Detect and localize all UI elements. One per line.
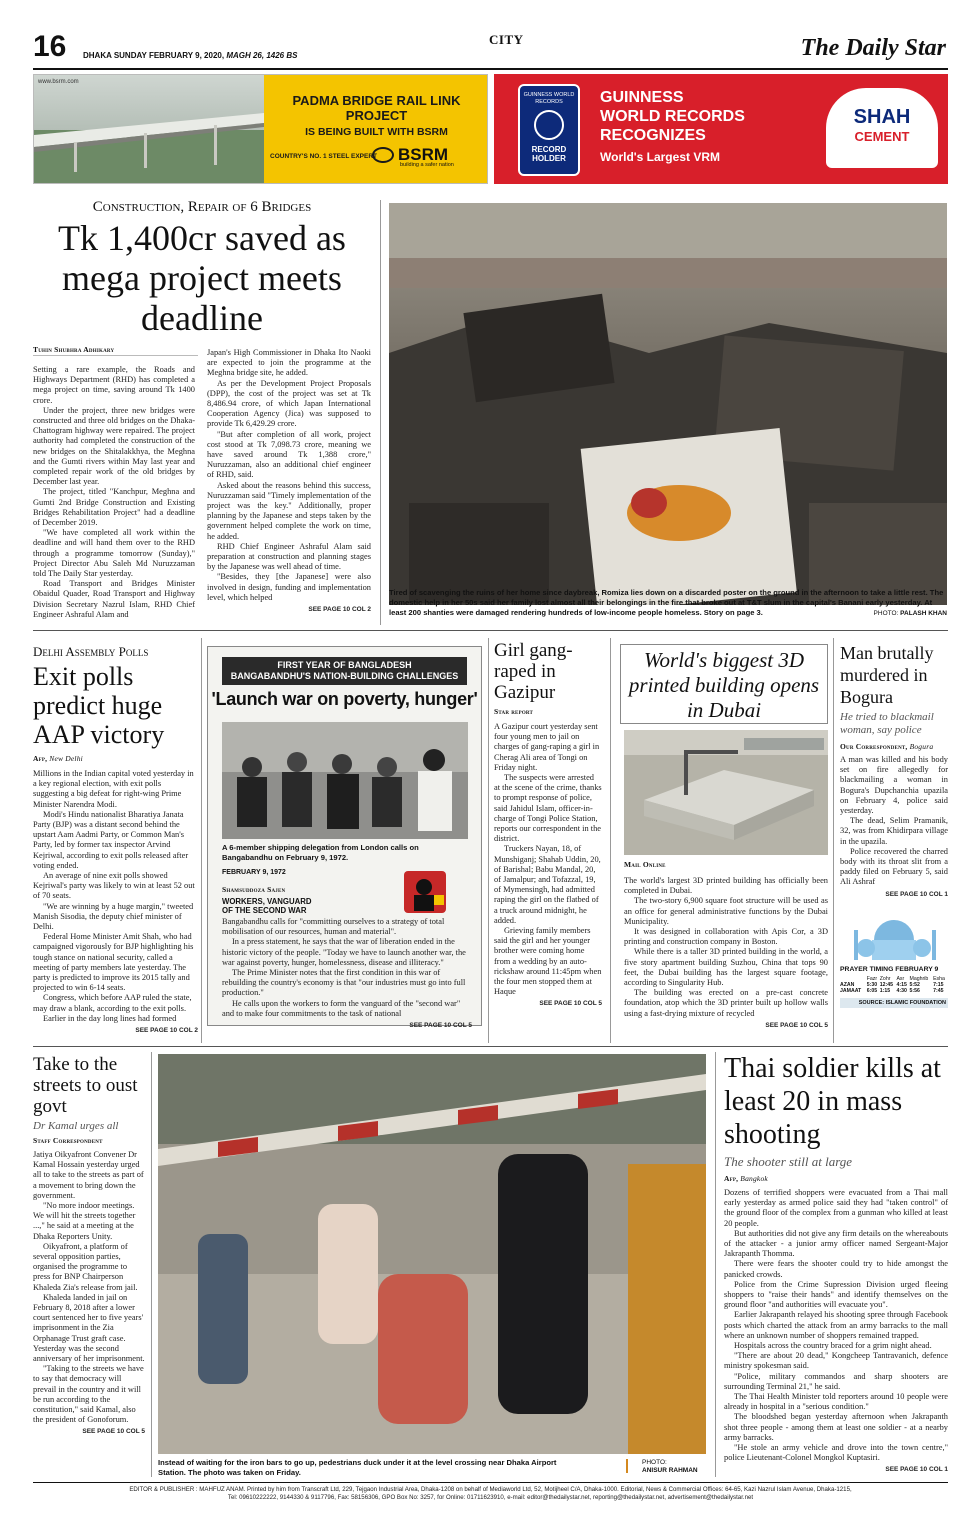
bangabandhu-body: Bangabandhu calls for "committing ourselves to a strategy of total mobilisation of our resources, human and material". In a press statement, he says that the war of liberation ended in the historic victory of the people. "Today we have to launch another war, the war against poverty, hunger, homelessness, disease and illiteracy." The Prime Minister notes that the first condition in this war of rebuilding the country's economy is that "our industries must go into full production." He calls upon the workers to form the vanguard of the "second war" and to make four commitments to the task of national SEE PAGE 10 COL 5 [222,917,472,1031]
vrule-2 [201,638,202,1043]
kamal-byline: Staff Correspondent [33,1136,103,1145]
badge-bottom: RECORD HOLDER [531,145,567,163]
globe-icon [534,110,564,140]
crossing-photo-image [158,1054,706,1454]
header-rule [33,68,948,70]
bangabandhu-date: FEBRUARY 9, 1972 [222,869,286,876]
thai-story [724,1052,948,1477]
gazipur-byline: Star report [494,707,534,716]
bsrm-site: www.bsrm.com [38,79,79,85]
bogura-story [840,642,948,912]
kamal-story [33,1054,145,1474]
dubai-photo [624,730,828,855]
bangabandhu-see-page[interactable]: SEE PAGE 10 COL 5 [409,1022,472,1030]
banner: FIRST YEAR OF BANGLADESH BANGABANDHU'S NATION-BUILDING CHALLENGES [222,657,467,685]
bangabandhu-byline: Shamsuddoza Sajen [222,885,286,894]
crossing-credit-bar [626,1459,628,1473]
bsrm-subline: IS BEING BUILT WITH BSRM [305,126,448,138]
guinness-badge [518,84,580,176]
bsrm-brand: BSRM [398,145,449,164]
prayer-jamaat-row: JAMAAT 6:05 1:15 4:30 5:56 7:45 [840,988,944,994]
kamal-see-page[interactable]: SEE PAGE 10 COL 5 [82,1428,145,1436]
bsrm-panel [264,75,488,184]
kamal-body: Jatiya Oikyafront Convener Dr Kamal Hossain yesterday urged all to take to the streets as part of a movement to bring down the government. "No more indoor meetings. We will hit the streets together ...," he said at a meeting at the Dhaka Reporters Unity. Oikyafront, a platform of several opposition parties, organised the programme to press for BNP Chairperson Khaleda Zia's release from jail. Khaleda landed in jail on February 8, 2018 after a lower court sentenced her to five years' imprisonment in the Zia Orphanage Trust graft case. Yesterday was the second anniversary of her imprisonment. "Taking to the streets we have to say that democracy will prevail in the country and it will be run according to the constitution," said Kamal, also the president of Gonoforum. SEE PAGE 10 COL 5 [33,1150,145,1438]
kamal-subhead: Dr Kamal urges all [33,1120,119,1132]
footer: EDITOR & PUBLISHER : MAHFUZ ANAM. Printed by him from Transcraft Ltd, 229, Tejgaon Industrial Area, Dhaka-1208 on behalf of Mediaworld Ltd, 52, Motijheel C/A, Dhaka-1000. Editorial, News & Commercial Offices: 64-65, Kazi Nazrul Islam Avenue, Dhaka-1215, Tel: 09610222222, 9144330 & 9117796, Fax: 58156306, GPO Box No: 3257, for Online: 01711623910, e-mail: editor@thedailystar.net, reporting@thedailystar.net, advertisement@thedailystar.net [129,1486,852,1501]
prayer-source: SOURCE: ISLAMIC FOUNDATION [840,998,948,1008]
shah-logo [826,88,938,168]
mosque-icon [850,910,958,960]
prayer-azan-row: AZAN 5:30 12:45 4:15 5:52 7:15 [840,982,944,988]
prayer-table [840,976,948,994]
vrule-6 [151,1052,152,1477]
prayer-header-row: Fazr Zohr Asr Maghrib Esha [866,976,945,982]
delhi-kicker: Delhi Assembly Polls [33,644,149,659]
gazipur-see-page[interactable]: SEE PAGE 10 COL 5 [539,1000,602,1008]
page-number: 16 [33,30,67,63]
cement-brand: CEMENT [854,129,910,144]
gazipur-story [494,640,602,1070]
bridge-picture [34,75,264,184]
delegation-photo-image [222,722,468,839]
thai-see-page[interactable]: SEE PAGE 10 COL 1 [885,1466,948,1474]
page-header [33,30,948,70]
bangabandhu-subhead: WORKERS, VANGUARD OF THE SECOND WAR [222,897,312,915]
bsrm-tagline: COUNTRY'S NO. 1 STEEL EXPERT [270,153,378,160]
bsrm-headline: PADMA BRIDGE RAIL LINK PROJECT [292,93,461,123]
crossing-photo-credit: PHOTO: ANISUR RAHMAN [642,1459,698,1474]
lead-kicker: Construction, Repair of 6 Bridges [92,199,312,215]
dubai-body: The world's largest 3D printed building has officially been completed in Dubai. The two-story 6,900 square foot structure will be used as an office for general administrative functions by the Dubai Municipality. It was designed in collaboration with Apis Cor, a 3D printing and construction company in Boston. While there is a taller 3D printed building in the world, a five story apartment building Suzhou, China that tops 90 feet, the Dubai building has the largest square footage, according to Singularity Hub. The building was erected on a pre-cast concrete foundation, atop which the 3D printer built up hollow walls using a fast-drying mixture of recycled SEE PAGE 10 COL 5 [624,876,828,1031]
fire-caption: Tired of scavenging the ruins of her home since daybreak, Romiza lies down on a discarded poster on the ground in the afternoon to take a little rest. The domestic help in her 50s said her family lost almost all their belongings in the fire that broke out at T&T slum in the capital's Banani early yesterday. At least 200 shanties were damaged rendering hundreds of low-income people homeless. Story on page 3. PHOTO: PALASH KHAN [389,588,947,617]
thai-byline: Afp, Bangkok [724,1174,768,1183]
prayer-title: PRAYER TIMING FEBRUARY 9 [840,966,939,973]
fire-photo-credit: PHOTO: PALASH KHAN [873,610,947,617]
shah-brand: SHAH [853,106,911,128]
crossing-caption: Instead of waiting for the iron bars to go up, pedestrians duck under it at the level crossing near Dhaka Airport Station. The photo was taken on Friday. [158,1458,557,1477]
dubai-byline: Mail Online [624,860,666,869]
kamal-headline: Take to the streets to oust govt [33,1054,138,1117]
delhi-body: Millions in the Indian capital voted yesterday in a key regional election, with exit polls suggesting a big defeat for right-wing Prime Minister Narendra Modi. Modi's Hindu nationalist Bharatiya Janata Party (BJP) was a distant second behind the upstart Aam Aadmi Party, or Common Man's Party, led by former tax inspector Arvind Kejriwal, according to exit polls released after voting ended. An average of nine exit polls showed Kejriwal's party was likely to win at least 52 out of 70 seats. "We are winning by a huge margin," tweeted Manish Sisodia, the deputy chief minister of Delhi. Federal Home Minister Amit Shah, who had campaigned vigorously for BJP highlighting his tough stance on national security, called a meeting of party members late yesterday. The party is predicted to improve its 2015 tally and projected to win 6-14 seats. Congress, which before AAP ruled the state, may draw a blank, according to the exit polls. Earlier in the day long lines had formed SEE PAGE 10 COL 2 [33,769,198,1036]
crossing-photo [158,1054,706,1454]
dubai-photo-image [624,730,828,855]
vrule-4 [610,638,611,1043]
dubai-headline-box [620,644,828,724]
bogura-see-page[interactable]: SEE PAGE 10 COL 1 [885,890,948,898]
lead-col1: Setting a rare example, the Roads and Highways Department (RHD) has completed a mega project on time, saving around Tk 1400 crore. Under the project, three new bridges were constructed and three old bridges on the Dhaka-Chattogram highway were repaired. The project authority had completed the construction of the new bridges on the Shitalakkhya, the Meghna and the Gumti rivers within May last year and completed repair work of the old bridges by December last year. The project, titled "Kanchpur, Meghna and Gumti 2nd Bridge Construction and Existing Bridges Rehabilitation Project" had a deadline of December 2019. "We have completed all work within the deadline and will hand them over to the RHD through a programme tomorrow (Sunday)," Project Director Abu Saleh Md Nuruzzaman told The Daily Star yesterday. Road Transport and Bridges Minister Obaidul Quader, Road Transport and Highway Division Secretary Nazrul Islam, RHD Chief Engineer Ashraful Alam and [33,365,195,619]
masthead: The Daily Star [800,35,946,61]
footer-rule [33,1482,948,1483]
lead-byline: Tuhin Shubhra Adhikary [33,345,198,356]
divider-row2 [33,1046,948,1047]
gazipur-body: A Gazipur court yesterday sent four young men to jail on charges of gang-raping a girl in Cherag Ali area of Tongi on Friday night. The suspects were arrested at the scene of the crime, thanks to prompt response of police, said Jahidul Islam, officer-in-charge of Tongi Police Station, reports our correspondent in the district. Truckers Nayan, 18, of Munshiganj; Shahab Uddin, 20, of Barishal; Babu Mandal, 20, of Jamalpur; and Tofazzal, 19, of Mymensingh, had admitted raping the girl on the flatbed of a truck around midnight, he added. Grieving family members said the girl and her younger brother were coming home from a wedding by an auto-rickshaw around 11:45pm when the four men stopped them at Haque SEE PAGE 10 COL 5 [494,722,602,1010]
thai-body: Dozens of terrified shoppers were evacuated from a Thai mall early yesterday as armed police said they had "taken control" of the ground floor of the complex from a gunman who killed at least 20 people. But authorities did not give any firm details on the whereabouts of the attacker - a junior army officer named Sergeant-Major Jakrapanth Thomma. There were fears the shooter could try to hide amongst the panicked crowds. Police from the Crime Supression Division urged fleeing shoppers to "raise their hands" and identify themselves on the ground floor "and authorities will evacuate you". Earlier Jakrapanth relayed his shooting spree through Facebook posts which charted the attack from an army barracks to the mall where an unknown number of shoppers remained trapped. Hospitals across the country braced for a grim night ahead. "There are about 20 dead," Kongcheep Tantravanich, defence ministry spokesman said. "Police, military commandos and sharp shooters are surrounding Terminal 21," he said. The Thai Health Minister told reporters around 10 people were already in hospital in a "serious condition." The bloodshed began yesterday afternoon when Jakrapanth shot three people - among them at least one soldier - at a nearby army barracks. "He stole an army vehicle and drove into the town centre," police Lieutenant-Colonel Mongkol Kuptasiri. SEE PAGE 10 COL 1 [724,1188,948,1476]
lead-see-page[interactable]: SEE PAGE 10 COL 2 [308,606,371,614]
delegation-caption: A 6-member shipping delegation from London calls on Bangabandhu on February 9, 1972. [222,843,419,862]
dubai-story [620,644,828,1064]
dubai-headline: World's biggest 3D printed building opens in Dubai [628,648,820,722]
thai-subhead: The shooter still at large [724,1154,853,1169]
bsrm-logo [372,145,454,168]
delegation-photo [222,722,468,839]
shah-text: GUINNESS WORLD RECORDS RECOGNIZES World's Largest VRM [600,89,745,164]
section-label: CITY [489,32,524,47]
bangabandhu-logo [404,871,446,913]
lead-col2: Japan's High Commissioner in Dhaka Ito Naoki are expected to join the programme at the Meghna bridge site, he added. As per the Development Project Proposals (DPP), the cost of the project was set at Tk 8,486.94 crore, of which Japan International Cooperation Agency (Jica) was supposed to provide Tk 6,429.29 crore. "But after completion of all work, project cost stood at Tk 7,098.73 crore, meaning we have saved around Tk 1,388 crore," Nuruzzaman, also an additional chief engineer of RHD, said. Asked about the reasons behind this success, Nuruzzaman said "Timely implementation of the project was the key." Additionally, proper planning by the Japanese and steps taken by the government helped complete the work on time, he added. RHD Chief Engineer Ashraful Alam said preparation at construction and planning stages by the Japanese was well ahead of time. "Besides, they [the Japanese] were also involved in design, funding and implementation level, which helped SEE PAGE 10 COL 2 [207,348,371,615]
bogura-body: A man was killed and his body set on fire allegedly for blackmailing a woman in Bogura's Dupchanchia upazila on February 4, police said yesterday. The dead, Selim Pramanik, 32, was from Khidirpara village in the upazila. Police recovered the charred body with its throat slit from a paddy filed on February 5, said Ali Ashraf SEE PAGE 10 COL 1 [840,755,948,900]
gazipur-headline: Girl gang-raped in Gazipur [494,640,573,703]
bangabandhu-box [207,646,482,1030]
bsrm-brand-sub: building a safer nation [400,162,454,168]
vrule-5 [833,638,834,1043]
delhi-story [33,638,198,1068]
prayer-box [840,910,948,1045]
vrule-7 [715,1052,716,1477]
badge-top: GUINNESS WORLD RECORDS [523,92,575,105]
lead-headline: Tk 1,400cr saved as mega project meets deadline [58,218,346,338]
dubai-see-page[interactable]: SEE PAGE 10 COL 5 [765,1021,828,1029]
portrait-icon [404,871,446,913]
fire-photo-image [389,203,947,605]
delhi-headline: Exit polls predict huge AAP victory [33,662,165,749]
dateline: DHAKA SUNDAY FEBRUARY 9, 2020, MAGH 26, 1426 BS [83,51,298,60]
vrule-3 [488,638,489,1043]
delhi-see-page[interactable]: SEE PAGE 10 COL 2 [135,1027,198,1035]
fire-photo [389,203,947,605]
bsrm-logo-icon [372,147,394,163]
bogura-headline: Man brutally murdered in Bogura [840,643,934,707]
thai-headline: Thai soldier kills at least 20 in mass shooting [724,1053,941,1150]
bangabandhu-headline: 'Launch war on poverty, hunger' [211,689,478,709]
bsrm-ad[interactable] [33,74,488,184]
bogura-byline: Our Correspondent, Bogura [840,742,934,751]
divider-row1 [33,630,948,631]
vrule-1 [380,200,381,625]
shah-ad[interactable] [494,74,948,184]
lead-story [33,195,371,625]
bogura-subhead: He tried to blackmail woman, say police [840,711,934,736]
delhi-byline: Afp, New Delhi [33,754,83,763]
